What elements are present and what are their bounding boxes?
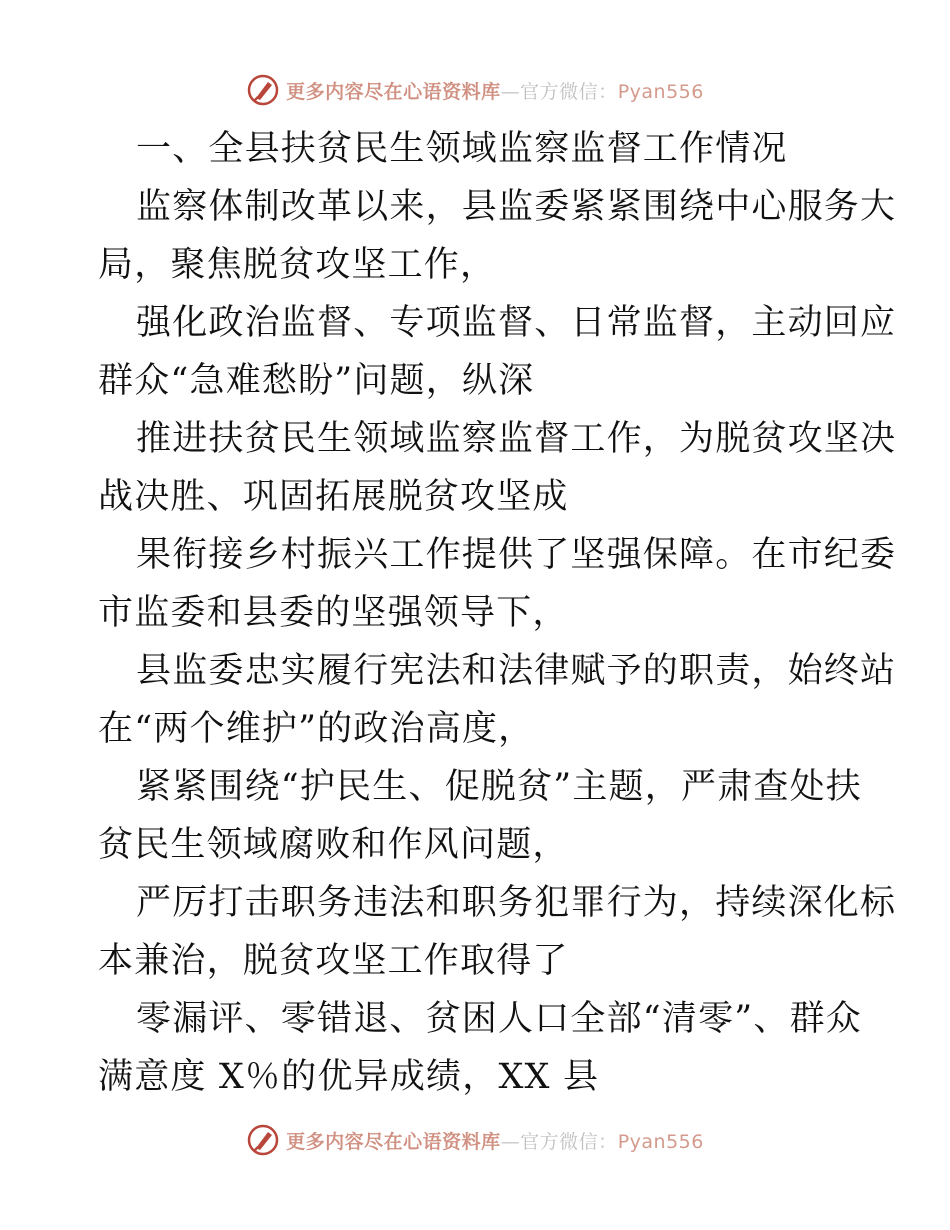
footer-banner xyxy=(0,1120,950,1160)
text-line: 在“两个维护”的政治高度， xyxy=(98,709,535,749)
text-line: 严厉打击职务违法和职务犯罪行为，持续深化标 xyxy=(136,883,897,923)
banner-wechat-label: 官方微信： xyxy=(520,1130,618,1153)
banner-text xyxy=(286,1127,704,1154)
header-banner xyxy=(0,70,950,110)
text-line: 零漏评、零错退、贫困人口全部“清零”、群众 xyxy=(136,999,862,1039)
banner-text xyxy=(286,77,704,104)
banner-brand: 更多内容尽在心语资料库 xyxy=(286,1130,501,1153)
text-line: 战决胜、巩固拓展脱贫攻坚成 xyxy=(98,477,569,517)
text-line: 市监委和县委的坚强领导下， xyxy=(98,593,569,633)
text-line: 果衔接乡村振兴工作提供了坚强保障。在市纪委 xyxy=(136,535,897,575)
text-line: 强化政治监督、专项监督、日常监督，主动回应 xyxy=(136,303,897,343)
text-line: 群众“急难愁盼”问题，纵深 xyxy=(98,361,535,401)
text-line: 监察体制改革以来，县监委紧紧围绕中心服务大 xyxy=(136,187,897,227)
text-line: 推进扶贫民生领域监察监督工作，为脱贫攻坚决 xyxy=(136,419,897,459)
banner-wechat-id: Pyan556 xyxy=(617,80,704,103)
banner-brand: 更多内容尽在心语资料库 xyxy=(286,80,501,103)
banner-separator: — xyxy=(500,80,521,103)
quill-logo-icon xyxy=(246,73,280,107)
text-line: 紧紧围绕“护民生、促脱贫”主题，严肃查处扶 xyxy=(136,767,862,807)
document-body xyxy=(98,120,897,1106)
text-line: 贫民生领域腐败和作风问题， xyxy=(98,825,569,865)
banner-wechat-label: 官方微信： xyxy=(520,80,618,103)
text-line: 局，聚焦脱贫攻坚工作， xyxy=(98,245,497,285)
banner-separator: — xyxy=(500,1130,521,1153)
text-line: 满意度 X％的优异成绩，XX 县 xyxy=(98,1057,600,1097)
section-heading: 一、全县扶贫民生领域监察监督工作情况 xyxy=(136,129,788,169)
text-line: 县监委忠实履行宪法和法律赋予的职责，始终站 xyxy=(136,651,897,691)
quill-logo-icon xyxy=(246,1123,280,1157)
banner-wechat-id: Pyan556 xyxy=(617,1130,704,1153)
text-line: 本兼治，脱贫攻坚工作取得了 xyxy=(98,941,569,981)
